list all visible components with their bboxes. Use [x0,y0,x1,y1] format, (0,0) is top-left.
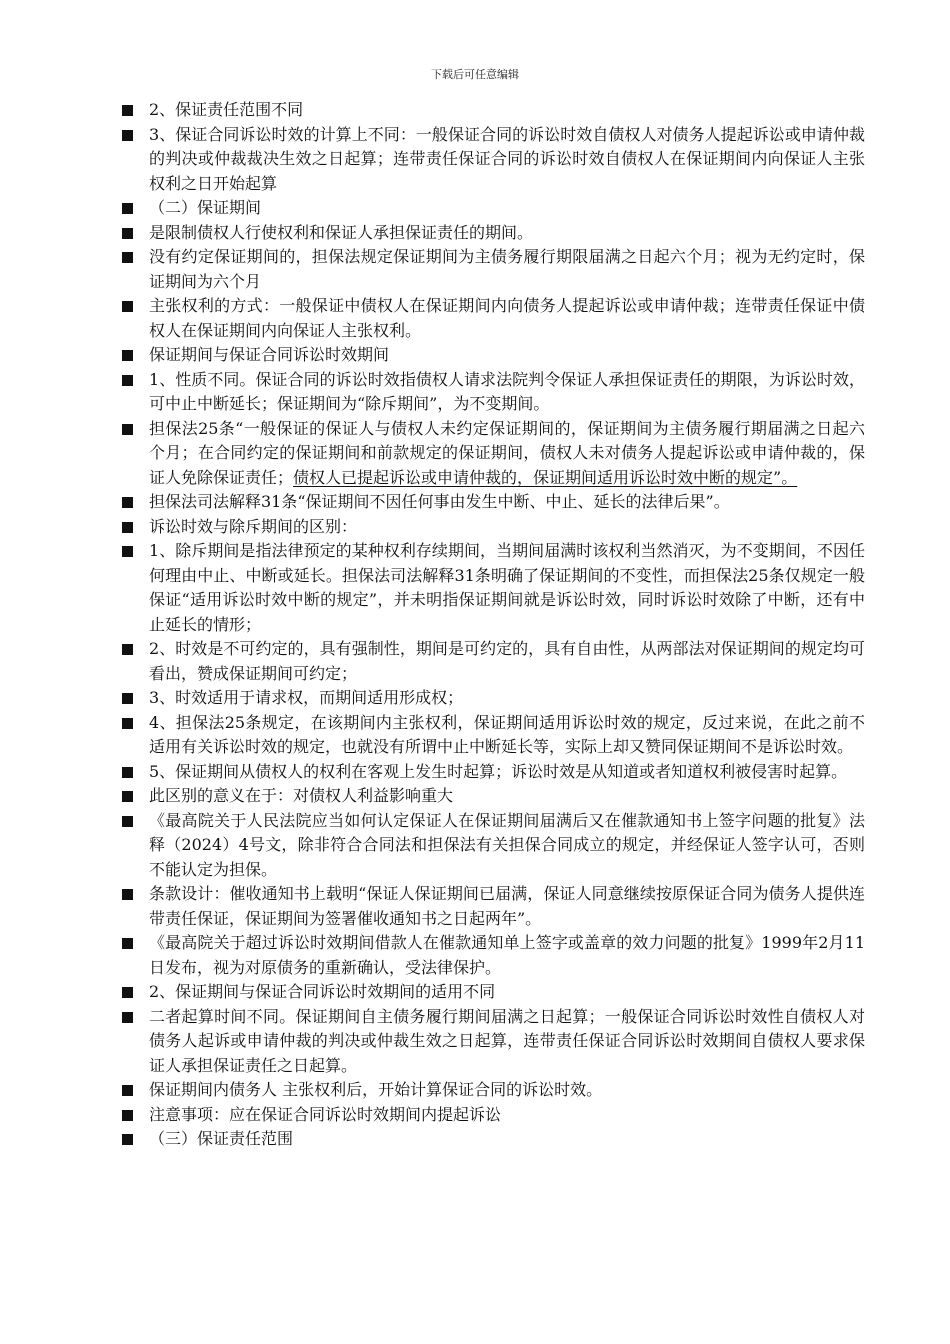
list-item-text: 2、保证期间与保证合同诉讼时效期间的适用不同 [149,982,496,1001]
square-bullet-icon [122,816,133,827]
list-item-text: 1、除斥期间是指法律预定的某种权利存续期间，当期间届满时该权利当然消灭，为不变期间，不因任何理由中止、中断或延长。担保法司法解释31条明确了保证期间的不变性，而担保法25条仅规定一般保证“适用诉讼时效中断的规定”，并未明指保证期间就是诉讼时效，同时诉讼时效除了中断，还有中止延长的情形； [149,541,865,634]
list-item-text: 此区别的意义在于：对债权人利益影响重大 [149,786,454,805]
square-bullet-icon [122,301,133,312]
list-item [120,539,865,637]
list-item-text: 3、时效适用于请求权，而期间适用形成权； [149,688,464,707]
square-bullet-icon [122,252,133,263]
list-item-text: 诉讼时效与除斥期间的区别： [149,516,358,536]
list-item [120,809,865,883]
square-bullet-icon [122,424,133,435]
square-bullet-icon [122,987,133,998]
square-bullet-icon [122,105,133,116]
list-item [120,686,865,711]
square-bullet-icon [122,1134,133,1145]
square-bullet-icon [122,130,133,141]
list-item [120,882,865,931]
square-bullet-icon [122,1085,133,1096]
list-item-text: 《最高院关于超过诉讼时效期间借款人在催款通知单上签字或盖章的效力问题的批复》1999年2月11日发布，视为对原债务的重新确认，受法律保护。 [149,933,865,977]
list-item [120,368,865,417]
list-item [120,417,865,491]
list-item [120,1078,865,1103]
list-item [120,711,865,760]
list-item-text: 2、保证责任范围不同 [149,100,304,119]
list-item-text: 保证期间内债务人 主张权利后，开始计算保证合同的诉讼时效。 [149,1080,603,1099]
list-item-text: 1、性质不同。保证合同的诉讼时效指债权人请求法院判令保证人承担保证责任的期限，为诉讼时效，可中止中断延长；保证期间为“除斥期间”，为不变期间。 [149,369,865,413]
list-item-text: 主张权利的方式：一般保证中债权人在保证期间内向债务人提起诉讼或申请仲裁；连带责任保证中债权人在保证期间内向保证人主张权利。 [149,296,865,340]
square-bullet-icon [122,375,133,386]
list-item-text: 2、时效是不可约定的，具有强制性，期间是可约定的，具有自由性，从两部法对保证期间的规定均可看出，赞成保证期间可约定； [149,639,865,683]
list-item [120,343,865,368]
square-bullet-icon [122,644,133,655]
list-item-text: 《最高院关于人民法院应当如何认定保证人在保证期间届满后又在催款通知书上签字问题的批复》法释（2024）4号文，除非符合合同法和担保法有关担保合同成立的规定，并经保证人签字认可，否则不能认定为担保。 [149,810,865,879]
list-item-text: 担保法司法解释31条“保证期间不因任何事由发生中断、中止、延长的法律后果”。 [149,492,730,511]
square-bullet-icon [122,889,133,900]
list-item-text: 保证期间与保证合同诉讼时效期间 [149,345,390,364]
list-item [120,294,865,343]
list-item-text: 4、担保法25条规定，在该期间内主张权利，保证期间适用诉讼时效的规定，反过来说，在此之前不适用有关诉讼时效的规定，也就没有所谓中止中断延长等，实际上却又赞同保证期间不是诉讼时效。 [149,712,865,756]
list-item [120,221,865,246]
list-item [120,490,865,515]
page-header: 下载后可任意编辑 [431,68,519,81]
list-item [120,515,865,540]
square-bullet-icon [122,228,133,239]
list-item-text: 担保法25条“一般保证的保证人与债权人未约定保证期间的，保证期间为主债务履行期届满之日起六个月；在合同约定的保证期间和前款规定的保证期间，债权人未对债务人提起诉讼或申请仲裁的，保证人免除保证责任； [149,418,865,487]
list-item [120,1005,865,1079]
square-bullet-icon [122,522,133,533]
list-item-text: （二）保证期间 [149,198,262,217]
list-item [120,98,865,123]
square-bullet-icon [122,1110,133,1121]
list-item [120,931,865,980]
square-bullet-icon [122,938,133,949]
list-item-text: 3、保证合同诉讼时效的计算上不同：一般保证合同的诉讼时效自债权人对债务人提起诉讼或申请仲裁的判决或仲裁裁决生效之日起算；连带责任保证合同的诉讼时效自债权人在保证期间内向保证人主张权利之日开始起算 [149,124,865,193]
list-item-text: 是限制债权人行使权利和保证人承担保证责任的期间。 [149,222,534,242]
square-bullet-icon [122,546,133,557]
square-bullet-icon [122,791,133,802]
square-bullet-icon [122,1012,133,1023]
list-item [120,1127,865,1152]
list-item [120,123,865,197]
list-item [120,196,865,221]
square-bullet-icon [122,497,133,508]
square-bullet-icon [122,767,133,778]
list-item-text: （三）保证责任范围 [149,1129,294,1148]
list-item-text: 5、保证期间从债权人的权利在客观上发生时起算；诉讼时效是从知道或者知道权利被侵害时起算。 [149,761,848,781]
square-bullet-icon [122,693,133,704]
square-bullet-icon [122,718,133,729]
square-bullet-icon [122,203,133,214]
list-item [120,980,865,1005]
square-bullet-icon [122,350,133,361]
list-item [120,1103,865,1128]
list-item [120,637,865,686]
list-item-text: 条款设计：催收通知书上载明“保证人保证期间已届满，保证人同意继续按原保证合同为债务人提供连带责任保证，保证期间为签署催收通知书之日起两年”。 [149,884,865,928]
bullet-list [120,98,865,1152]
list-item-text: 二者起算时间不同。保证期间自主债务履行期间届满之日起算；一般保证合同诉讼时效性自债权人对债务人起诉或申请仲裁的判决或仲裁生效之日起算，连带责任保证合同诉讼时效期间自债权人要求保证人承担保证责任之日起算。 [149,1006,865,1075]
list-item-text: 没有约定保证期间的，担保法规定保证期间为主债务履行期限届满之日起六个月；视为无约定时，保证期间为六个月 [149,247,865,291]
list-item [120,784,865,809]
underlined-text: 债权人已提起诉讼或申请仲裁的，保证期间适用诉讼时效中断的规定”。 [293,467,798,487]
list-item-text: 注意事项：应在保证合同诉讼时效期间内提起诉讼 [149,1104,502,1124]
list-item [120,245,865,294]
list-item [120,760,865,785]
